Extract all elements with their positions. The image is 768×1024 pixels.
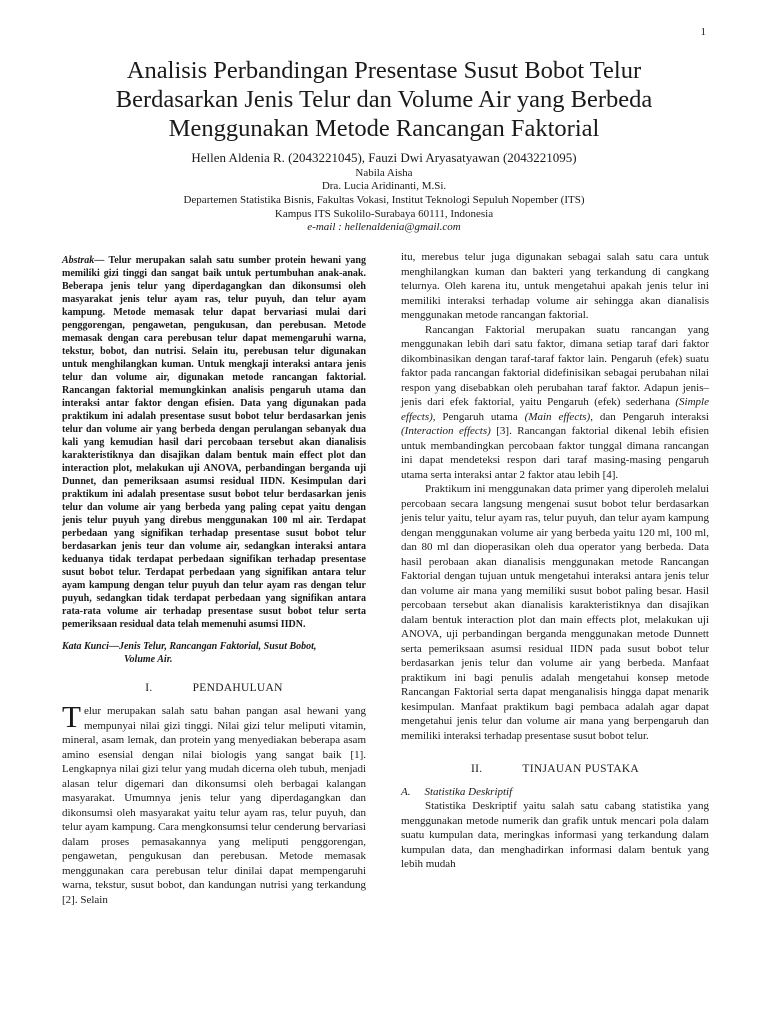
text-run-italic: (Simple effects) [401, 396, 709, 423]
text-run-italic: (Main effects) [524, 410, 591, 423]
paragraph: Praktikum ini menggunakan data primer yang diperoleh melalui percobaan secara langsung mengenai susut bobot telur berdasarkan jenis telur yaitu, telur ayam ras, telur puyuh, dan telur ayam kampung dengan menggunakan volume air yang berbeda yaitu 120 ml, 100 ml, dan 80 ml dan dioperasikan oleh dua operator yang berbeda. Data hasil perobaan akan dianalisis menggunakan metode Rancangan Faktorial dengan tujuan untuk mengetahui interaksi antara jenis telur dan volume air mana yang memiliki susut bobot paling besar. Hasil percobaan tersebut akan dianalisis karakteristiknya dan disajikan dalam bentuk interaction plot dan main effects plot, melakukan uji ANOVA, uji perbandingan berganda menggunakan metode Dunnett serta pemeriksaan asumsi residual IIDN pada susut bobot telur berdasarkan jenis telur dan volume air yang berbeda. Manfaat praktikum ini bagi penulis adalah mengetahui konsep metode Rancangan Faktorial serta dapat menganalisis hingga dapat menarik kesimpulan. Manfaat praktikum bagi pembaca adalah agar dapat mengetahui jenis telur dan volume air mana yang berpengaruh dan memiliki interaksi terhadap presentase susut bobot telur. [401, 483, 709, 742]
section-title: TINJAUAN PUSTAKA [522, 763, 640, 775]
title-line: Analisis Perbandingan Presentase Susut Bobot Telur [126, 57, 642, 84]
campus-address: Kampus ITS Sukolilo-Surabaya 60111, Indonesia [274, 208, 494, 220]
author-name: Nabila Aisha [355, 167, 413, 179]
keywords-line: Kata Kunci—Jenis Telur, Rancangan Faktorial, Susut Bobot, [62, 641, 317, 652]
section-number: II. [470, 763, 483, 775]
abstract-label: Abstrak [62, 255, 95, 266]
authors: Hellen Aldenia R. (2043221045), Fauzi Dwi Aryasatyawan (2043221095) [191, 150, 577, 165]
intro-paragraph [62, 699, 366, 907]
abstract [62, 254, 366, 631]
right-column [401, 250, 709, 872]
text-run: Rancangan Faktorial merupakan suatu rancangan yang menggunakan lebih dari satu faktor, dimana setiap taraf dari faktor dikombinasikan dengan taraf-taraf faktor lain. Pengaruh (efek) suatu faktor pada rancangan faktorial didefinisikan sebagai perubahan nilai respon yang disebabkan oleh perubahan taraf faktor. Adapun jenis–jenis dari efek faktorial, yaitu Pengaruh (efek) sederhana [401, 323, 709, 408]
abstract-text: — Telur merupakan salah satu sumber protein hewani yang memiliki gizi tinggi dan sangat baik untuk pertumbuhan anak-anak. Beberapa jenis telur yang diperdagangkan dan dikonsumsi oleh masyarakat jenis telur ayam ras, telur puyuh, dan telur ayam kampung. Metode memasak telur dapat bervariasi mulai dari penggorengan, pengawetan, pengukusan, dan perebusan. Metode memasak dengan cara perebusan telur dapat memengaruhi warna, tekstur, bobot, dan nutrisi. Selain itu, perebusan telur digunakan untuk menghilangkan kuman. Untuk mengkaji interaksi antara jenis telur dan volume air, digunakan metode rancangan faktorial. Rancangan faktorial memungkinkan analisis pengaruh utama dan interaksi antar faktor dengan efisien. Data yang digunakan pada praktikum ini adalah presentase susut bobot telur berdasarkan jenis telur dan volume air yang berbeda dengan perulangan sebanyak dua kali yang kemudian hasil dari percobaan tersebut akan dianalisis karakteristiknya dan disajikan dalam bentuk main effect plot dan interaction plot, melakukan uji ANOVA, perbandingan berganda uji Dunnet, dan pemeriksaan asumsi residual IIDN. Kesimpulan dari praktikum ini adalah presentase susut bobot telur berdasarkan jenis telur dan volume air yang berbeda yang paling cepat yaitu dengan jenis telur puyuh yang direbus menggunakan 100 ml air. Terdapat perbedaan yang signifikan terhadap presentase susut bobot telur berdasarkan jenis teur dan volume air, sedangkan interaksi antara keduanya tidak terdapat perbedaan signifikan terhadap presentase susut bobot telur. Terdapat perbedaan yang signifikan antara telur ayam kampung dengan telur puyuh dan telur ayam ras dengan telur puyuh, sedangkan tidak terdapat perbedaan yang signifikan antara rata-rata volume air terhadap presentase susut bobot telur serta pemeriksaan residual data telah memenuhi asumsi IIDN. [62, 255, 366, 630]
section-heading [62, 682, 366, 694]
text-run: [3]. Rancangan faktorial dikenal lebih efisien untuk membandingkan percobaan faktor tunggal dimana rancangan ini dapat mendeteksi respon dari taraf masing-masing pengaruh utama serta interaksi antar 2 faktor atau lebih [4]. [401, 425, 709, 481]
keywords-line: Volume Air. [124, 654, 173, 665]
subsection-title: Statistika Deskriptif [424, 786, 513, 798]
drop-cap: T [62, 699, 81, 734]
section-number: I. [145, 682, 153, 694]
text-run: , dan Pengaruh interaksi [590, 410, 709, 423]
paragraph: itu, merebus telur juga digunakan sebagai salah satu cara untuk menghilangkan kuman dan bakteri yang terkandung di cangkang telurnya. Oleh karena itu, untuk mengetahui apakah jenis telur ini memiliki interaksi terhadap volume air sehingga akan dianalisis menggunakan metode rancangan faktorial. [401, 251, 709, 321]
title-line: Menggunakan Metode Rancangan Faktorial [168, 115, 600, 142]
keywords [62, 640, 366, 666]
section-heading [401, 763, 709, 775]
supervisor-name: Dra. Lucia Aridinanti, M.Si. [321, 180, 447, 192]
paragraph-factorial [401, 323, 709, 483]
email: e-mail : hellenaldenia@gmail.com [307, 221, 461, 233]
section-title: PENDAHULUAN [192, 682, 283, 694]
paragraph: Statistika Deskriptif yaitu salah satu cabang statistika yang menggunakan metode numerik dan grafik untuk mencari pola dalam suatu kumpulan data, meringkas informasi yang terkandung dalam kumpulan data, dan menghadirkan informasi dalam bentuk yang lebih mudah [401, 800, 709, 870]
page-number: 1 [700, 26, 706, 38]
left-column [62, 254, 366, 907]
department: Departemen Statistika Bisnis, Fakultas Vokasi, Institut Teknologi Sepuluh Nopember (ITS) [183, 194, 585, 206]
text-run-italic: (Interaction effects) [401, 425, 491, 437]
paper-title [40, 56, 728, 143]
text-run: , Pengaruh utama [432, 410, 525, 423]
title-line: Berdasarkan Jenis Telur dan Volume Air yang Berbeda [115, 86, 653, 113]
subsection-heading [401, 785, 709, 799]
subsection-letter: A. [401, 786, 411, 798]
intro-text: elur merupakan salah satu bahan pangan asal hewani yang mempunyai nilai gizi tinggi. Nilai gizi telur meliputi vitamin, mineral, asam lemak, dan protein yang menyediakan beberapa asam amino esensial dengan nilai biologis yang sangat baik [1]. Lengkapnya nilai gizi telur yang mudah dicerna oleh tubuh, menjadi alasan telur digemari dan dikonsumsi oleh berbagai kalangan masyarakat. Umumnya jenis telur yang diperdagangkan dan dikonsumsi oleh masyarakat yaitu telur ayam ras, telur puyuh, dan telur ayam kampung. Cara mengkonsumsi telur cenderung bervariasi dalam proses pemasakannya yang meliputi penggorengan, pengawetan, pengukusan dan perebusan. Metode memasak menggunakan cara perebusan telur dinilai dapat mempengaruhi warna, tekstur, susut bobot, dan kandungan nutrisi yang terkandung [2]. Selain [62, 705, 366, 906]
